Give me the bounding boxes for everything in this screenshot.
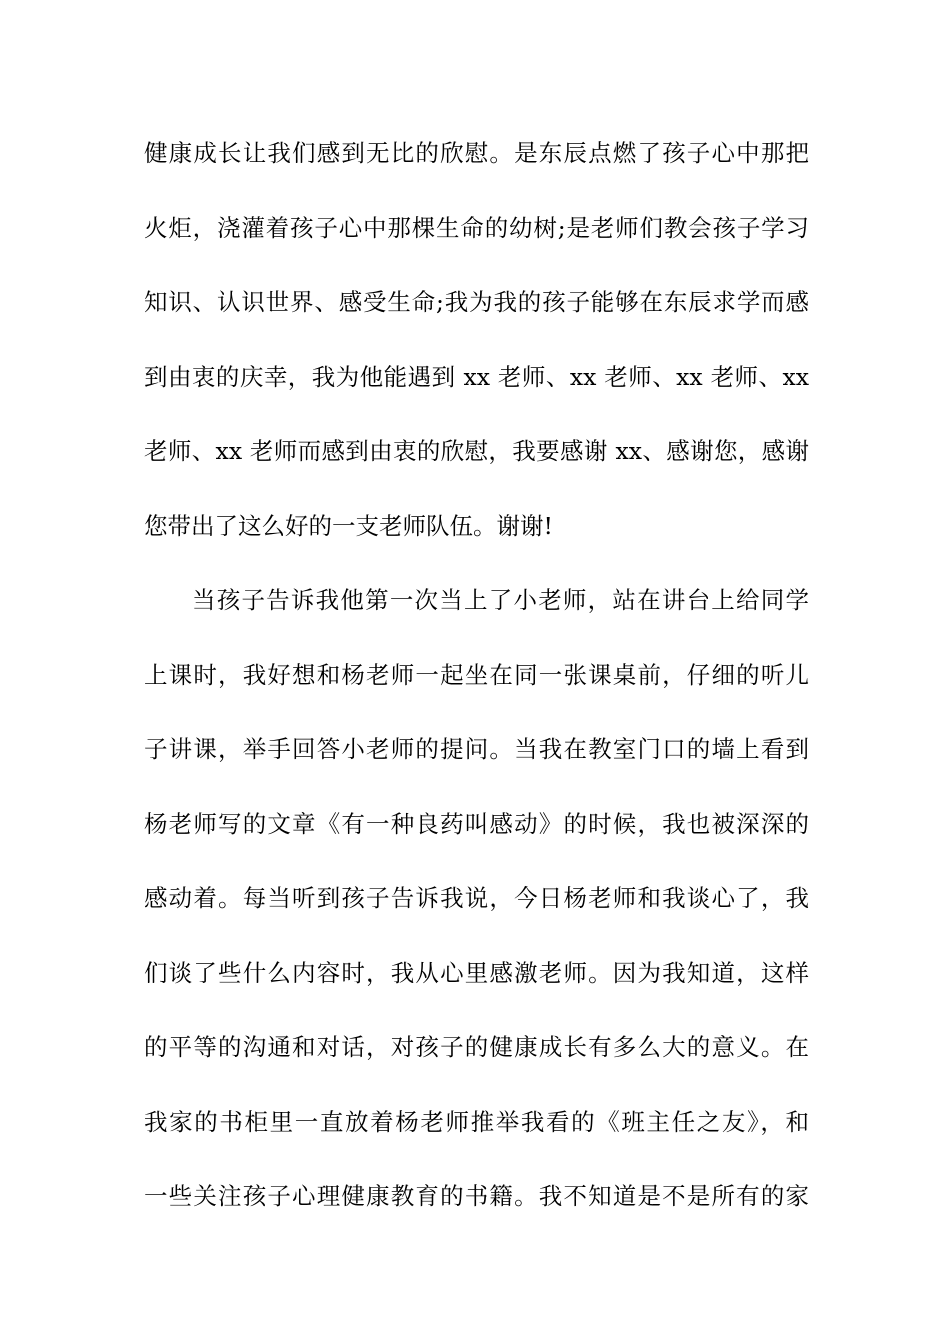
paragraph-1-line-6: 您带出了这么好的一支老师队伍。谢谢!	[144, 511, 553, 540]
paragraph-2-line-1: 当孩子告诉我他第一次当上了小老师，站在讲台上给同学	[192, 586, 809, 614]
paragraph-2-line-3: 子讲课，举手回答小老师的提问。当我在教室门口的墙上看到	[144, 735, 809, 763]
paragraph-1-line-1: 健康成长让我们感到无比的欣慰。是东辰点燃了孩子心中那把	[144, 139, 809, 167]
paragraph-1-line-2: 火炬，浇灌着孩子心中那棵生命的幼树;是老师们教会孩子学习	[144, 213, 809, 242]
paragraph-1-line-3: 知识、认识世界、感受生命;我为我的孩子能够在东辰求学而感	[144, 288, 809, 316]
paragraph-2-line-5: 感动着。每当听到孩子告诉我说，今日杨老师和我谈心了，我	[144, 884, 809, 912]
paragraph-1-line-5: 老师、xx 老师而感到由衷的欣慰，我要感谢 xx、感谢您，感谢	[144, 437, 809, 465]
paragraph-2-line-6: 们谈了些什么内容时，我从心里感激老师。因为我知道，这样	[144, 958, 809, 987]
paragraph-2-line-9: 一些关注孩子心理健康教育的书籍。我不知道是不是所有的家	[144, 1182, 809, 1210]
paragraph-2-line-8: 我家的书柜里一直放着杨老师推举我看的《班主任之友》，和	[144, 1107, 809, 1136]
paragraph-2-line-2: 上课时，我好想和杨老师一起坐在同一张课桌前，仔细的听儿	[144, 660, 809, 689]
document-body	[144, 130, 809, 1248]
paragraph-1-line-4: 到由衷的庆幸，我为他能遇到 xx 老师、xx 老师、xx 老师、xx	[144, 362, 809, 391]
paragraph-2-line-4: 杨老师写的文章《有一种良药叫感动》的时候，我也被深深的	[144, 809, 809, 838]
paragraph-2-line-7: 的平等的沟通和对话，对孩子的健康成长有多么大的意义。在	[144, 1033, 809, 1061]
